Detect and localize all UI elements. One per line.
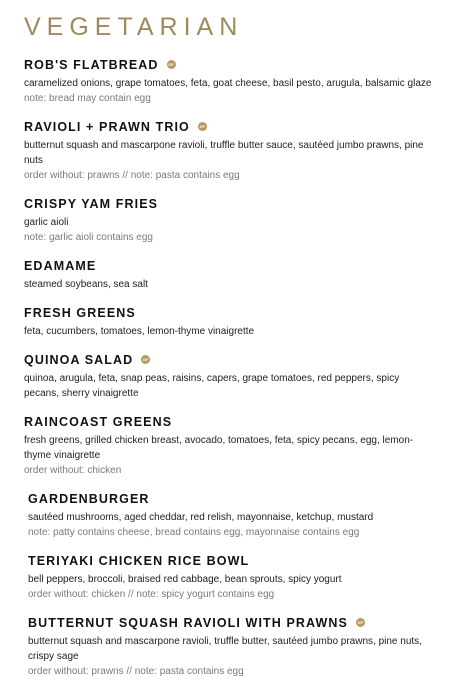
section-title: VEGETARIAN: [24, 13, 244, 41]
item-description: bell peppers, broccoli, braised red cabbage, bean sprouts, spicy yogurt: [28, 574, 342, 585]
item-header: [24, 413, 432, 430]
item-name: EDAMAME: [24, 258, 97, 273]
menu-item-teriyaki-chicken-rice-bowl: [24, 552, 432, 602]
item-name: GARDENBURGER: [28, 491, 150, 506]
gluten-free-badge-icon: GF: [356, 618, 365, 627]
item-header: [24, 118, 432, 135]
item-note: note: garlic aioli contains egg: [24, 232, 153, 243]
item-description: quinoa, arugula, feta, snap peas, raisins, capers, grape tomatoes, red peppers, spicy pecans, sherry vinaigrette: [24, 373, 400, 399]
item-header: [28, 552, 432, 569]
item-note: order without: chicken: [24, 465, 122, 476]
menu-item-gardenburger: [24, 490, 432, 540]
item-header: [24, 257, 432, 274]
item-header: [24, 195, 432, 212]
item-note: order without: chicken // note: spicy yogurt contains egg: [28, 589, 275, 600]
menu-item-fresh-greens: [24, 304, 432, 339]
menu-item-edamame: [24, 257, 432, 292]
item-note: note: patty contains cheese, bread contains egg, mayonnaise contains egg: [28, 527, 360, 538]
item-header: [28, 490, 432, 507]
gluten-free-badge-icon: GF: [167, 60, 176, 69]
item-name: CRISPY YAM FRIES: [24, 196, 159, 211]
item-note: note: bread may contain egg: [24, 93, 151, 104]
menu-item-robs-flatbread: [24, 56, 432, 106]
item-header: [24, 304, 432, 321]
item-description: garlic aioli: [24, 217, 69, 228]
item-note: order without: prawns // note: pasta contains egg: [24, 170, 240, 181]
item-name: BUTTERNUT SQUASH RAVIOLI WITH PRAWNS: [28, 615, 348, 630]
menu-item-ravioli-prawn-trio: [24, 118, 432, 183]
item-name: RAINCOAST GREENS: [24, 414, 173, 429]
item-note: order without: prawns // note: pasta contains egg: [28, 666, 244, 677]
menu-item-butternut-squash-ravioli-with-prawns: [24, 614, 432, 679]
item-description: fresh greens, grilled chicken breast, avocado, tomatoes, feta, spicy pecans, egg, lemon-thyme vinaigrette: [24, 435, 414, 461]
item-description: sautéed mushrooms, aged cheddar, red relish, mayonnaise, ketchup, mustard: [28, 512, 374, 523]
item-header: [24, 351, 432, 368]
item-name: ROB'S FLATBREAD: [24, 57, 159, 72]
menu-item-quinoa-salad: [24, 351, 432, 401]
item-name: QUINOA SALAD: [24, 352, 134, 367]
gluten-free-badge-icon: GF: [198, 122, 207, 131]
item-name: FRESH GREENS: [24, 305, 136, 320]
item-description: caramelized onions, grape tomatoes, feta, goat cheese, basil pesto, arugula, balsamic glaze: [24, 78, 432, 89]
item-name: RAVIOLI + PRAWN TRIO: [24, 119, 190, 134]
menu-item-crispy-yam-fries: [24, 195, 432, 245]
item-header: [24, 56, 432, 73]
item-name: TERIYAKI CHICKEN RICE BOWL: [28, 553, 250, 568]
item-header: [28, 614, 432, 631]
item-description: butternut squash and mascarpone ravioli, truffle butter, sautéed jumbo prawns, pine nuts, crispy sage: [28, 636, 422, 662]
item-description: steamed soybeans, sea salt: [24, 279, 148, 290]
item-description: butternut squash and mascarpone ravioli, truffle butter sauce, sautéed jumbo prawns, pine nuts: [24, 140, 424, 166]
menu-item-raincoast-greens: [24, 413, 432, 478]
item-description: feta, cucumbers, tomatoes, lemon-thyme vinaigrette: [24, 326, 255, 337]
gluten-free-badge-icon: GF: [141, 355, 150, 364]
